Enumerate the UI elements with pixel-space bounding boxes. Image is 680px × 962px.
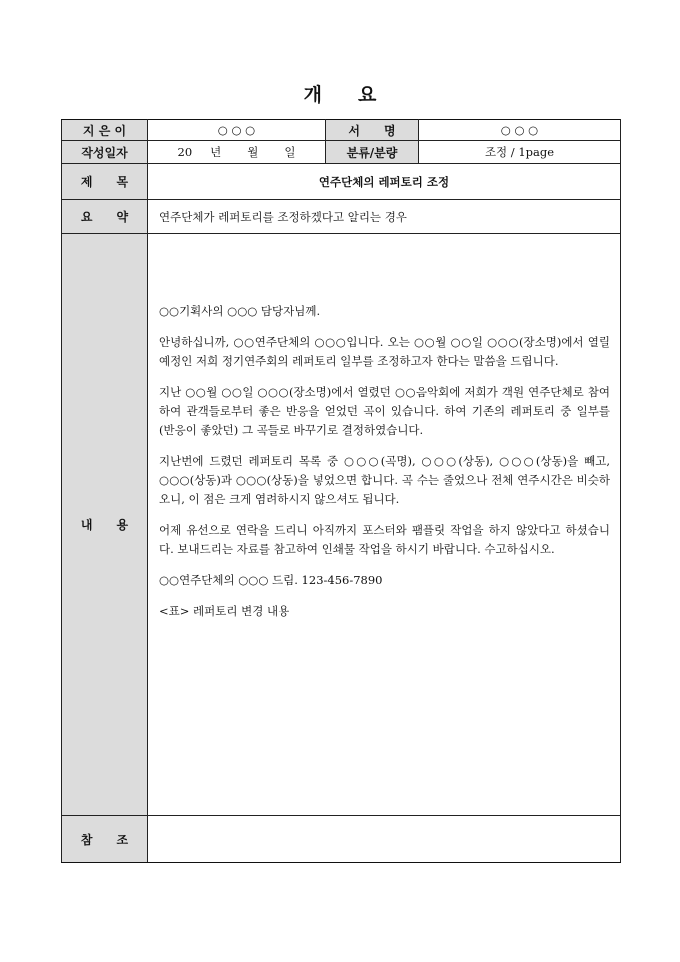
date-row bbox=[62, 141, 621, 164]
page-title bbox=[0, 80, 680, 107]
subject-row bbox=[62, 164, 621, 200]
date-month-unit: 월 bbox=[247, 145, 259, 159]
category-label: 분류/분량 bbox=[326, 141, 419, 164]
content-body[interactable] bbox=[148, 234, 621, 816]
content-label: 내 용 bbox=[62, 234, 148, 816]
subject-label: 제 목 bbox=[62, 164, 148, 200]
author-label: 지 은 이 bbox=[62, 120, 148, 141]
author-row bbox=[62, 120, 621, 141]
signature-value[interactable]: ○ ○ ○ bbox=[419, 120, 621, 141]
summary-row bbox=[62, 200, 621, 234]
page-title-left: 개 bbox=[303, 84, 322, 106]
signature-label: 서 명 bbox=[326, 120, 419, 141]
page-title-right: 요 bbox=[358, 84, 377, 106]
category-value[interactable]: 조정 / 1page bbox=[419, 141, 621, 164]
content-paragraph: 안녕하십니까, ○○연주단체의 ○○○입니다. 오는 ○○월 ○○일 ○○○(장소명)에서 열릴 예정인 저희 정기연주회의 레퍼토리 일부를 조정하고자 한다는 말씀을 드립니다. bbox=[159, 335, 610, 368]
date-label: 작성일자 bbox=[62, 141, 148, 164]
reference-label: 참 조 bbox=[62, 816, 148, 863]
date-year-unit: 년 bbox=[210, 145, 222, 159]
date-value[interactable] bbox=[148, 141, 326, 164]
author-value[interactable]: ○ ○ ○ bbox=[148, 120, 326, 141]
document-table bbox=[61, 119, 621, 863]
content-paragraph: 지난번에 드렸던 레퍼토리 목록 중 ○○○(곡명), ○○○(상동), ○○○(상동)을 빼고, ○○○(상동)과 ○○○(상동)을 넣었으면 합니다. 곡 수는 줄었으나 전체 연주시간은 비슷하오니, 이 점은 크게 염려하시지 않으셔도 됩니다. bbox=[159, 454, 610, 506]
reference-value[interactable] bbox=[148, 816, 621, 863]
content-paragraph: 어제 유선으로 연락을 드리니 아직까지 포스터와 팸플릿 작업을 하지 않았다고 하셨습니다. 보내드리는 자료를 참고하여 인쇄물 작업을 하시기 바랍니다. 수고하십시오. bbox=[159, 523, 610, 556]
subject-value[interactable]: 연주단체의 레퍼토리 조정 bbox=[148, 164, 621, 200]
summary-label: 요 약 bbox=[62, 200, 148, 234]
date-year: 20 bbox=[177, 145, 193, 159]
date-day-unit: 일 bbox=[284, 145, 296, 159]
content-paragraph: 지난 ○○월 ○○일 ○○○(장소명)에서 열렸던 ○○음악회에 저희가 객원 연주단체로 참여하여 관객들로부터 좋은 반응을 얻었던 곡이 있습니다. 하여 기존의 레퍼토리 중 일부를 (반응이 좋았던) 그 곡들로 바꾸기로 결정하였습니다. bbox=[159, 385, 610, 437]
content-row bbox=[62, 234, 621, 816]
content-paragraph: ○○기획사의 ○○○ 담당자님께. bbox=[159, 304, 321, 318]
summary-value[interactable]: 연주단체가 레퍼토리를 조정하겠다고 알리는 경우 bbox=[148, 200, 621, 234]
reference-row bbox=[62, 816, 621, 863]
content-paragraph: ○○연주단체의 ○○○ 드림. 123-456-7890 bbox=[159, 573, 383, 587]
content-paragraph: <표> 레퍼토리 변경 내용 bbox=[159, 604, 290, 618]
